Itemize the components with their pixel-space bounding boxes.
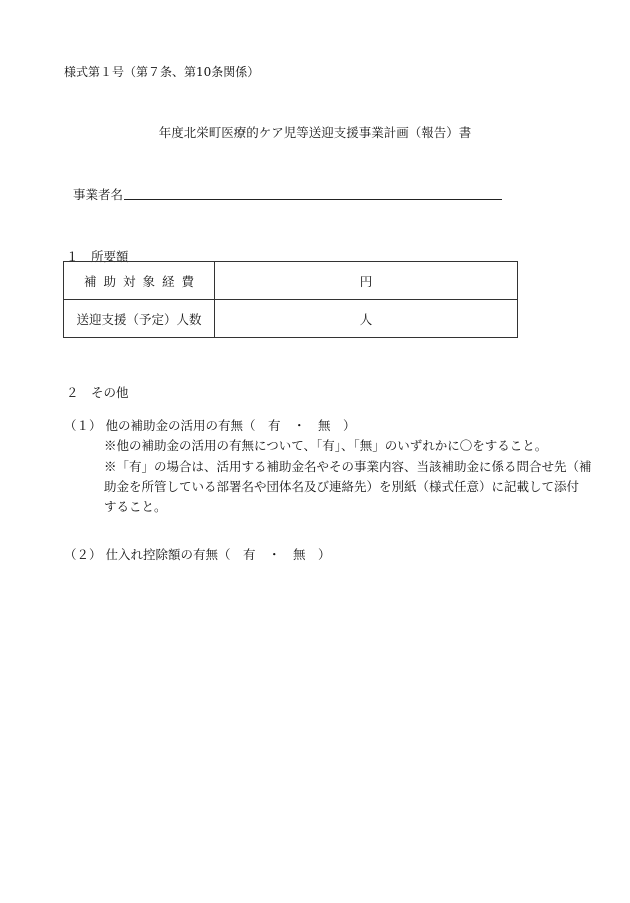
document-title: 年度北栄町医療的ケア児等送迎支援事業計画（報告）書 (158, 125, 472, 140)
table-row (64, 300, 518, 338)
section-1-heading: １ 所要額 (66, 249, 129, 264)
subsidy-cost-label: 補助対象経費 (64, 262, 215, 300)
transport-count-label: 送迎支援（予定）人数 (64, 300, 215, 338)
note-line: ※他の補助金の活用の有無について、「有」、「無」のいずれかに〇をすること。 (104, 438, 548, 453)
other-subsidy-question: （１） 他の補助金の活用の有無（ 有 ・ 無 ） (64, 418, 356, 433)
tax-deduction-question: （２） 仕入れ控除額の有無（ 有 ・ 無 ） (64, 547, 331, 562)
transport-count-unit: 人 (215, 300, 518, 338)
applicant-name-underline (124, 199, 502, 200)
note-line: 助金を所管している部署名や団体名及び連絡先）を別紙（様式任意）に記載して添付 (104, 479, 580, 494)
form-number-label: 様式第１号（第７条、第10条関係） (64, 65, 260, 79)
table-row (64, 262, 518, 300)
note-line: ※「有」の場合は、活用する補助金名やその事業内容、当該補助金に係る問合せ先（補 (104, 459, 592, 474)
required-amount-table (63, 261, 518, 338)
applicant-name-label: 事業者名 (73, 187, 124, 202)
section-2-heading: ２ その他 (66, 385, 129, 400)
note-line: すること。 (104, 499, 167, 514)
subsidy-cost-unit: 円 (215, 262, 518, 300)
